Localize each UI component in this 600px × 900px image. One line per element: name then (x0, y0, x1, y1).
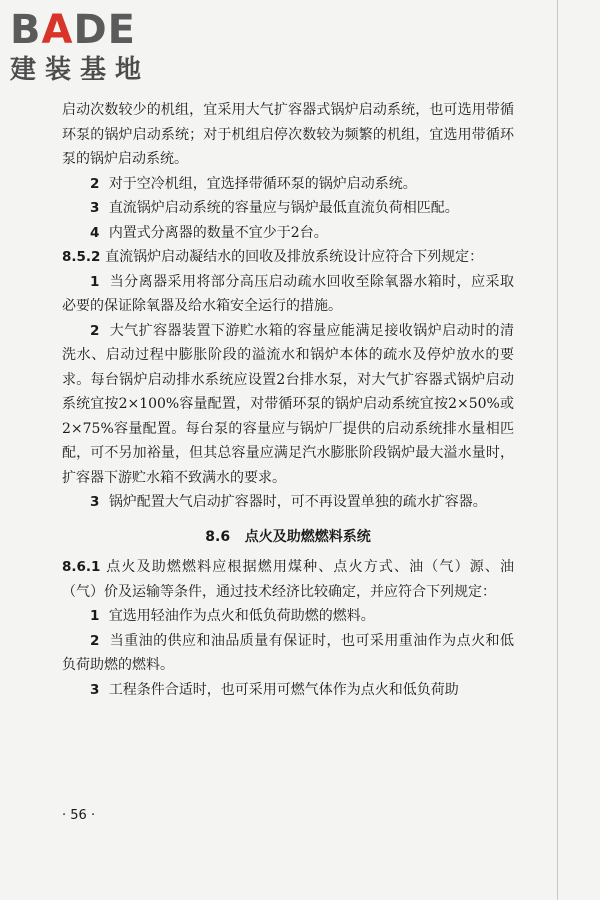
scan-edge-line (557, 0, 558, 900)
page-number: · 56 · (62, 808, 96, 823)
bade-logo (10, 8, 180, 86)
list-item: 2 当重油的供应和油品质量有保证时，也可采用重油作为点火和低负荷助燃的燃料。 (62, 632, 514, 673)
clause-8-6-1: 8.6.1 点火及助燃燃料应根据燃用煤种、点火方式、油（气）源、油（气）价及运输等条件，通过技术经济比较确定，并应符合下列规定： (62, 559, 514, 600)
list-item: 2 大气扩容器装置下游贮水箱的容量应能满足接收锅炉启动时的清洗水、启动过程中膨胀阶段的溢流水和锅炉本体的疏水及停炉放水的要求。每台锅炉启动排水系统应设置2台排水泵，对大气扩容器式锅炉启动系统宜按2×100%容量配置，对带循环泵的锅炉启动系统宜按2×50%或2×75%容量配置。每台泵的容量应与锅炉厂提供的启动系统排水量相匹配，可不另加裕量，但其总容量应满足汽水膨胀阶段锅炉最大溢水量时，扩容器下游贮水箱不致满水的要求。 (62, 322, 514, 486)
logo-wordmark: BADE (10, 7, 136, 53)
list-item: 1 宜选用轻油作为点火和低负荷助燃的燃料。 (90, 608, 375, 624)
list-item: 3 锅炉配置大气启动扩容器时，可不再设置单独的疏水扩容器。 (90, 494, 487, 510)
list-item: 2 对于空冷机组，宜选择带循环泵的锅炉启动系统。 (90, 175, 417, 192)
section-heading-8-6: 8.6 点火及助燃燃料系统 (205, 528, 371, 545)
list-item: 3 工程条件合适时，也可采用可燃气体作为点火和低负荷助 (90, 681, 459, 698)
clause-8-5-2: 8.5.2 直流锅炉启动凝结水的回收及排放系统设计应符合下列规定： (62, 249, 484, 265)
list-item: 3 直流锅炉启动系统的容量应与锅炉最低直流负荷相匹配。 (90, 200, 459, 216)
logo-subtitle: 建装基地 (10, 55, 151, 85)
document-body (62, 98, 514, 702)
list-item: 4 内置式分离器的数量不宜少于2台。 (90, 224, 328, 241)
paragraph-continuation: 启动次数较少的机组，宜采用大气扩容器式锅炉启动系统，也可选用带循环泵的锅炉启动系统；对于机组启停次数较为频繁的机组，宜选用带循环泵的锅炉启动系统。 (62, 102, 514, 167)
list-item: 1 当分离器采用将部分高压启动疏水回收至除氧器水箱时，应采取必要的保证除氧器及给水箱安全运行的措施。 (62, 273, 514, 314)
